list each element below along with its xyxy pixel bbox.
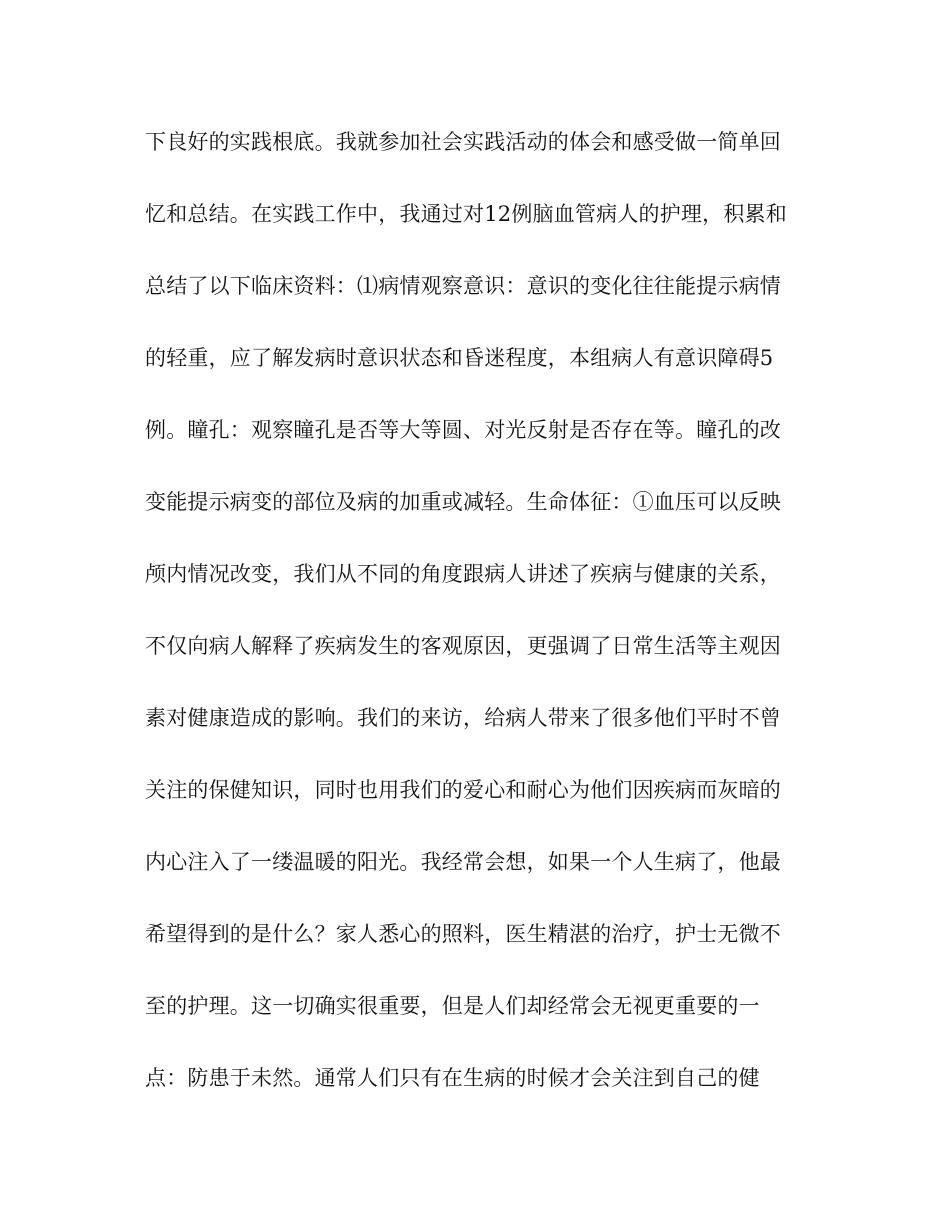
text-line-11: 内心注入了一缕温暖的阳光。我经常会想，如果一个人生病了，他最 bbox=[145, 850, 781, 874]
text-line-10: 关注的保健知识，同时也用我们的爱心和耐心为他们因疾病而灰暗的 bbox=[145, 778, 781, 802]
text-line-8: 不仅向病人解释了疾病发生的客观原因，更强调了日常生活等主观因 bbox=[145, 634, 781, 658]
text-line-4: 的轻重，应了解发病时意识状态和昏迷程度，本组病人有意识障碍5 bbox=[145, 346, 774, 370]
text-line-14: 点：防患于未然。通常人们只有在生病的时候才会关注到自己的健 bbox=[145, 1066, 760, 1090]
text-line-3: 总结了以下临床资料：⑴病情观察意识：意识的变化往往能提示病情 bbox=[145, 274, 781, 298]
text-line-1: 下良好的实践根底。我就参加社会实践活动的体会和感受做一简单回 bbox=[145, 130, 781, 154]
text-line-9: 素对健康造成的影响。我们的来访，给病人带来了很多他们平时不曾 bbox=[145, 706, 781, 730]
text-line-2: 忆和总结。在实践工作中，我通过对12例脑血管病人的护理，积累和 bbox=[145, 202, 787, 226]
body-text bbox=[145, 118, 815, 1126]
text-line-5: 例。瞳孔：观察瞳孔是否等大等圆、对光反射是否存在等。瞳孔的改 bbox=[145, 418, 781, 442]
text-line-7: 颅内情况改变，我们从不同的角度跟病人讲述了疾病与健康的关系， bbox=[145, 562, 781, 586]
text-line-13: 至的护理。这一切确实很重要，但是人们却经常会无视更重要的一 bbox=[145, 994, 760, 1018]
text-line-6: 变能提示病变的部位及病的加重或减轻。生命体征：①血压可以反映 bbox=[145, 490, 781, 514]
text-line-12: 希望得到的是什么？家人悉心的照料，医生精湛的治疗，护士无微不 bbox=[145, 922, 781, 946]
